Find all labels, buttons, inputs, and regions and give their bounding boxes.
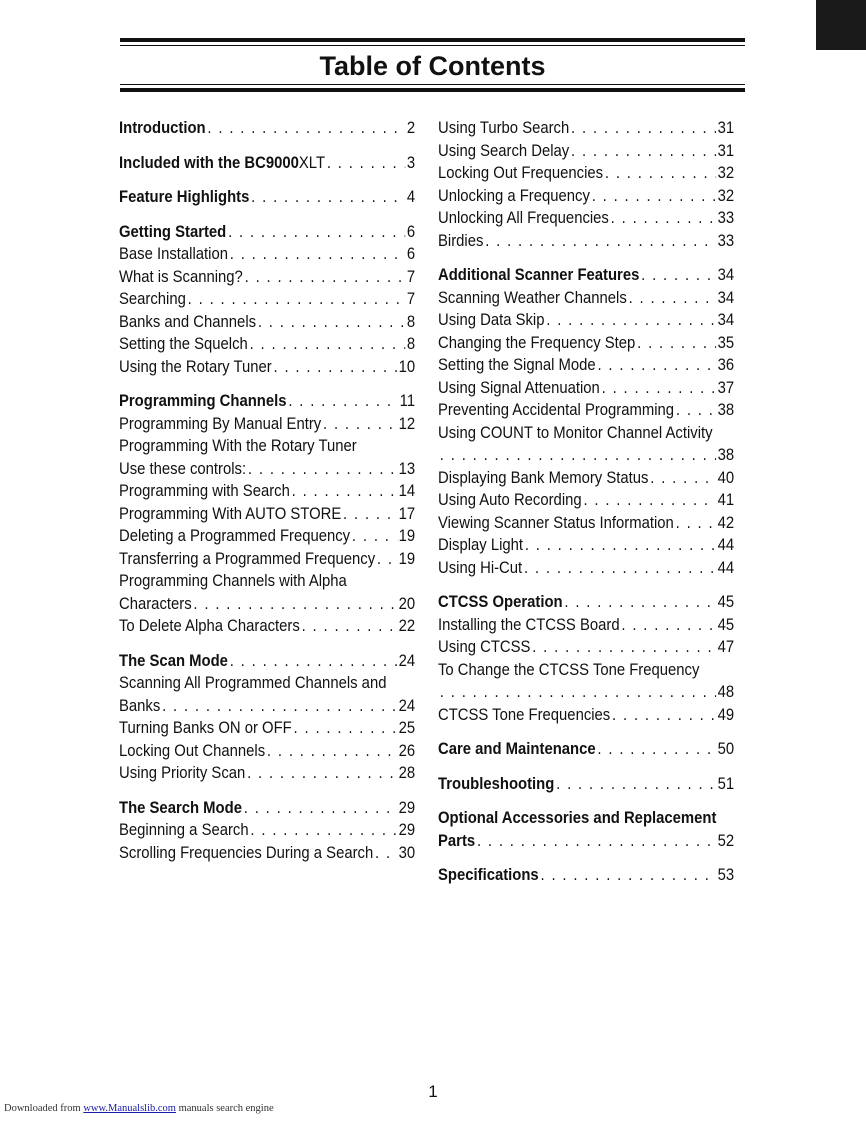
toc-entry[interactable]: [119, 650, 415, 673]
toc-entry-title: CTCSS Tone Frequencies: [438, 705, 611, 724]
toc-entry[interactable]: [119, 117, 415, 140]
title-rule-bottom-thin: [120, 84, 745, 85]
dot-leader: [540, 864, 715, 887]
toc-entry[interactable]: [119, 288, 415, 311]
toc-entry[interactable]: [438, 512, 734, 535]
toc-entry[interactable]: [438, 636, 734, 659]
toc-page-number: 22: [398, 617, 416, 635]
toc-entry[interactable]: [438, 773, 734, 796]
dot-leader: [377, 548, 397, 571]
toc-entry-title: Changing the Frequency Step: [438, 333, 636, 352]
dot-leader: [230, 243, 405, 266]
toc-entry[interactable]: [119, 435, 415, 480]
toc-page-number: 2: [406, 119, 416, 137]
toc-entry-title: The Search Mode: [119, 798, 242, 817]
dot-leader: [274, 356, 397, 379]
footer-suffix: manuals search engine: [175, 1103, 274, 1114]
toc-entry-title: Using Hi-Cut: [438, 558, 523, 577]
toc-page-number: 40: [717, 468, 735, 487]
toc-entry-title: Banks and Channels: [119, 312, 257, 331]
toc-page-number: 51: [717, 774, 735, 793]
toc-entry[interactable]: [438, 117, 734, 140]
dot-leader: [288, 390, 398, 413]
toc-page-number: 44: [717, 558, 735, 577]
download-footer: [4, 1103, 274, 1114]
dot-leader: [605, 162, 716, 185]
toc-entry-title: Programming With AUTO STORE: [119, 504, 342, 523]
toc-entry[interactable]: [438, 534, 734, 557]
toc-page-number: 33: [717, 209, 735, 227]
toc-entry[interactable]: [119, 390, 415, 413]
toc-entry-title: Banks: [119, 696, 161, 715]
toc-entry[interactable]: [119, 615, 415, 638]
toc-entry-title: Parts: [438, 831, 476, 850]
dot-leader: [524, 557, 716, 580]
toc-entry-title: Additional Scanner Features: [438, 266, 640, 284]
toc-entry[interactable]: [438, 332, 734, 355]
toc-page-number: 14: [398, 482, 416, 500]
toc-entry-title: Using the Rotary Tuner: [119, 357, 272, 376]
toc-entry-title: Using Search Delay: [438, 141, 570, 160]
toc-page-number: 29: [398, 821, 416, 839]
toc-page-number: 7: [406, 290, 416, 308]
dot-leader: [592, 185, 716, 208]
toc-page-number: 35: [717, 333, 735, 352]
dot-leader: [193, 593, 396, 616]
dot-leader: [597, 354, 715, 377]
toc-entry[interactable]: [119, 672, 415, 717]
dot-leader: [245, 266, 405, 289]
toc-entry-title: The Scan Mode: [119, 651, 228, 670]
toc-page-number: 37: [717, 378, 735, 397]
toc-entry[interactable]: [438, 659, 734, 704]
toc-page-number: 17: [398, 504, 416, 523]
toc-page-number: 24: [398, 696, 416, 715]
toc-page-number: 13: [398, 459, 416, 478]
toc-entry-title: Setting the Signal Mode: [438, 356, 596, 374]
toc-page-number: 38: [717, 401, 735, 419]
toc-entry-title: Viewing Scanner Status Information: [438, 513, 674, 532]
dot-leader: [629, 287, 716, 310]
toc-entry[interactable]: [119, 152, 415, 175]
toc-entry[interactable]: [119, 842, 415, 865]
toc-entry[interactable]: [438, 489, 734, 512]
dot-leader: [676, 399, 716, 422]
dot-leader: [327, 152, 405, 175]
dot-leader: [564, 591, 715, 614]
toc-entry[interactable]: [119, 740, 415, 763]
toc-entry[interactable]: [119, 525, 415, 548]
toc-page-number: 10: [398, 357, 416, 376]
toc-page-number: 33: [717, 231, 735, 250]
dot-leader: [525, 534, 716, 557]
dot-leader: [602, 377, 716, 400]
toc-page-number: 32: [717, 186, 735, 205]
toc-entry[interactable]: [119, 717, 415, 740]
toc-entry-title: Using CTCSS: [438, 638, 531, 656]
toc-entry[interactable]: [438, 557, 734, 580]
toc-page-number: 19: [398, 549, 416, 568]
toc-entry[interactable]: [438, 807, 734, 852]
toc-page-number: 42: [717, 513, 735, 532]
toc-entry-title-line: Programming Channels with Alpha: [119, 572, 347, 590]
toc-entry-title: Using Turbo Search: [438, 119, 570, 137]
dot-leader: [571, 140, 716, 163]
toc-entry-title-line: To Change the CTCSS Tone Frequency: [438, 660, 700, 679]
title-rule-bottom-thick: [120, 88, 745, 92]
dot-leader: [267, 740, 397, 763]
toc-page-number: 6: [406, 245, 416, 263]
toc-page-number: 25: [398, 719, 416, 737]
toc-entry-title-line: Scanning All Programmed Channels and: [119, 674, 387, 692]
toc-entry[interactable]: [119, 186, 415, 209]
toc-entry-title: CTCSS Operation: [438, 593, 563, 611]
toc-page-number: 34: [717, 311, 735, 329]
toc-entry[interactable]: [438, 422, 734, 467]
toc-entry-title: Transferring a Programmed Frequency: [119, 549, 376, 568]
toc-page-number: 31: [717, 141, 735, 160]
toc-page-number: 24: [398, 651, 416, 670]
toc-entry-title: Getting Started: [119, 222, 227, 241]
toc-page-number: 8: [406, 335, 416, 353]
toc-entry-title: Use these controls:: [119, 459, 247, 478]
dot-leader: [250, 819, 396, 842]
toc-entry-title: Characters: [119, 594, 192, 613]
toc-entry-title: Feature Highlights: [119, 188, 250, 206]
toc-entry[interactable]: [438, 614, 734, 637]
toc-page-number: 32: [717, 164, 735, 182]
toc-entry[interactable]: [119, 243, 415, 266]
toc-entry-title: Scrolling Frequencies During a Search: [119, 843, 374, 862]
dot-leader: [637, 332, 716, 355]
dot-leader: [323, 413, 397, 436]
toc-entry-title: Using Priority Scan: [119, 764, 246, 782]
toc-entry-title: What is Scanning?: [119, 267, 243, 286]
toc-entry[interactable]: [438, 591, 734, 614]
toc-page-number: 4: [406, 188, 416, 206]
dot-leader: [228, 221, 405, 244]
dot-leader: [597, 738, 715, 761]
toc-entry-title: Birdies: [438, 231, 484, 250]
toc-page-number: 3: [406, 153, 416, 172]
footer-prefix: Downloaded from: [4, 1103, 84, 1114]
toc-entry[interactable]: [119, 333, 415, 356]
dot-leader: [375, 842, 397, 865]
toc-entry-title: Installing the CTCSS Board: [438, 615, 620, 634]
toc-entry-title: To Delete Alpha Characters: [119, 617, 300, 635]
dot-leader: [343, 503, 397, 526]
toc-entry[interactable]: [119, 503, 415, 526]
toc-page-number: 28: [398, 764, 416, 782]
dot-leader: [440, 681, 716, 704]
toc-page-number: 29: [398, 798, 416, 817]
toc-page-number: 45: [717, 615, 735, 634]
toc-entry[interactable]: [438, 399, 734, 422]
toc-entry[interactable]: [119, 221, 415, 244]
toc-entry-title: Preventing Accidental Programming: [438, 401, 675, 419]
toc-entry-title: Using Signal Attenuation: [438, 378, 600, 397]
dot-leader: [650, 467, 716, 490]
toc-left-column: [119, 117, 415, 864]
toc-entry[interactable]: [119, 819, 415, 842]
toc-entry-title: Unlocking All Frequencies: [438, 209, 609, 227]
toc-page-number: 45: [717, 593, 735, 611]
toc-page-number: 53: [717, 866, 735, 884]
toc-page-number: 50: [717, 740, 735, 758]
toc-entry[interactable]: [438, 207, 734, 230]
toc-entry[interactable]: [119, 548, 415, 571]
dot-leader: [556, 773, 716, 796]
dot-leader: [294, 717, 397, 740]
footer-link[interactable]: www.Manualslib.com: [83, 1103, 176, 1114]
toc-entry[interactable]: [119, 266, 415, 289]
toc-entry-title: Included with the BC9000: [119, 153, 299, 172]
toc-entry[interactable]: [438, 467, 734, 490]
toc-page-number: 44: [717, 536, 735, 554]
dot-leader: [302, 615, 397, 638]
corner-tab-marker: [816, 0, 866, 50]
toc-entry[interactable]: [438, 309, 734, 332]
toc-entry-title: Troubleshooting: [438, 774, 555, 793]
toc-entry-title: Using Data Skip: [438, 311, 545, 329]
toc-page-number: 8: [406, 312, 416, 331]
toc-entry[interactable]: [438, 354, 734, 377]
dot-leader: [244, 797, 397, 820]
toc-entry-title: Introduction: [119, 119, 206, 137]
toc-entry[interactable]: [438, 162, 734, 185]
toc-entry-title: Searching: [119, 290, 186, 308]
toc-entry[interactable]: [438, 185, 734, 208]
toc-entry[interactable]: [119, 797, 415, 820]
toc-entry-title: Programming with Search: [119, 482, 290, 500]
toc-entry-title: Display Light: [438, 536, 524, 554]
toc-right-column: [438, 117, 734, 887]
dot-leader: [251, 186, 405, 209]
toc-entry-title: Setting the Squelch: [119, 335, 248, 353]
dot-leader: [440, 444, 716, 467]
toc-entry-title-line: Optional Accessories and Replacement: [438, 809, 717, 827]
toc-entry-title: Using Auto Recording: [438, 491, 582, 509]
toc-entry-title: Programming Channels: [119, 392, 287, 410]
toc-entry[interactable]: [119, 762, 415, 785]
toc-entry[interactable]: [438, 864, 734, 887]
toc-entry[interactable]: [119, 413, 415, 436]
toc-entry-title: Turning Banks ON or OFF: [119, 719, 292, 737]
toc-entry[interactable]: [119, 311, 415, 334]
toc-entry-title-suffix: XLT: [298, 153, 326, 172]
toc-entry[interactable]: [438, 264, 734, 287]
title-rule-top-thin: [120, 45, 745, 46]
toc-page-number: 48: [717, 683, 735, 701]
toc-page-number: 12: [398, 414, 416, 433]
dot-leader: [621, 614, 715, 637]
toc-entry[interactable]: [438, 230, 734, 253]
toc-page-number: 11: [399, 392, 416, 410]
toc-entry-title: Base Installation: [119, 245, 228, 263]
toc-page-number: 34: [717, 288, 735, 307]
dot-leader: [641, 264, 716, 287]
dot-leader: [477, 830, 716, 853]
dot-leader: [248, 458, 397, 481]
toc-page-number: 34: [717, 266, 735, 284]
toc-page-number: 31: [717, 119, 735, 137]
dot-leader: [571, 117, 716, 140]
toc-entry[interactable]: [438, 377, 734, 400]
page-number: 1: [428, 1082, 438, 1101]
toc-page-number: 41: [717, 491, 735, 509]
dot-leader: [485, 230, 716, 253]
toc-page-number: 52: [717, 831, 735, 850]
dot-leader: [352, 525, 397, 548]
toc-page-number: 47: [717, 638, 735, 656]
toc-entry[interactable]: [438, 140, 734, 163]
dot-leader: [546, 309, 715, 332]
toc-entry[interactable]: [438, 738, 734, 761]
toc-entry-title: Programming By Manual Entry: [119, 414, 322, 433]
toc-page-number: 26: [398, 741, 416, 760]
toc-entry-title: Specifications: [438, 866, 539, 884]
dot-leader: [188, 288, 405, 311]
toc-page-number: 7: [406, 267, 416, 286]
dot-leader: [292, 480, 397, 503]
toc-entry-title-line: Using COUNT to Monitor Channel Activity: [438, 423, 713, 442]
toc-entry[interactable]: [119, 480, 415, 503]
toc-entry-title: Deleting a Programmed Frequency: [119, 527, 351, 545]
page-title: Table of Contents: [319, 51, 546, 81]
toc-entry-title: Locking Out Channels: [119, 741, 266, 760]
toc-entry-title: Beginning a Search: [119, 821, 249, 839]
dot-leader: [612, 704, 716, 727]
title-rule-top-thick: [120, 38, 745, 42]
dot-leader: [207, 117, 405, 140]
toc-entry-title: Displaying Bank Memory Status: [438, 468, 649, 487]
toc-entry-title-line: Programming With the Rotary Tuner: [119, 437, 357, 455]
toc-entry-title: Care and Maintenance: [438, 740, 596, 758]
toc-entry[interactable]: [438, 287, 734, 310]
toc-entry-title: Scanning Weather Channels: [438, 288, 627, 307]
toc-page-number: 36: [717, 356, 735, 374]
dot-leader: [532, 636, 716, 659]
toc-page-number: 38: [717, 446, 735, 464]
toc-entry[interactable]: [119, 570, 415, 615]
dot-leader: [250, 333, 405, 356]
dot-leader: [676, 512, 716, 535]
dot-leader: [583, 489, 715, 512]
dot-leader: [247, 762, 397, 785]
toc-page-number: 20: [398, 594, 416, 613]
toc-entry[interactable]: [119, 356, 415, 379]
dot-leader: [611, 207, 716, 230]
dot-leader: [230, 650, 397, 673]
toc-page-number: 49: [717, 705, 735, 724]
toc-entry[interactable]: [438, 704, 734, 727]
toc-page-number: 30: [398, 843, 416, 862]
toc-page-number: 19: [398, 527, 416, 545]
dot-leader: [258, 311, 405, 334]
dot-leader: [162, 695, 397, 718]
toc-entry-title: Unlocking a Frequency: [438, 186, 590, 205]
toc-page-number: 6: [406, 222, 416, 241]
toc-entry-title: Locking Out Frequencies: [438, 164, 604, 182]
